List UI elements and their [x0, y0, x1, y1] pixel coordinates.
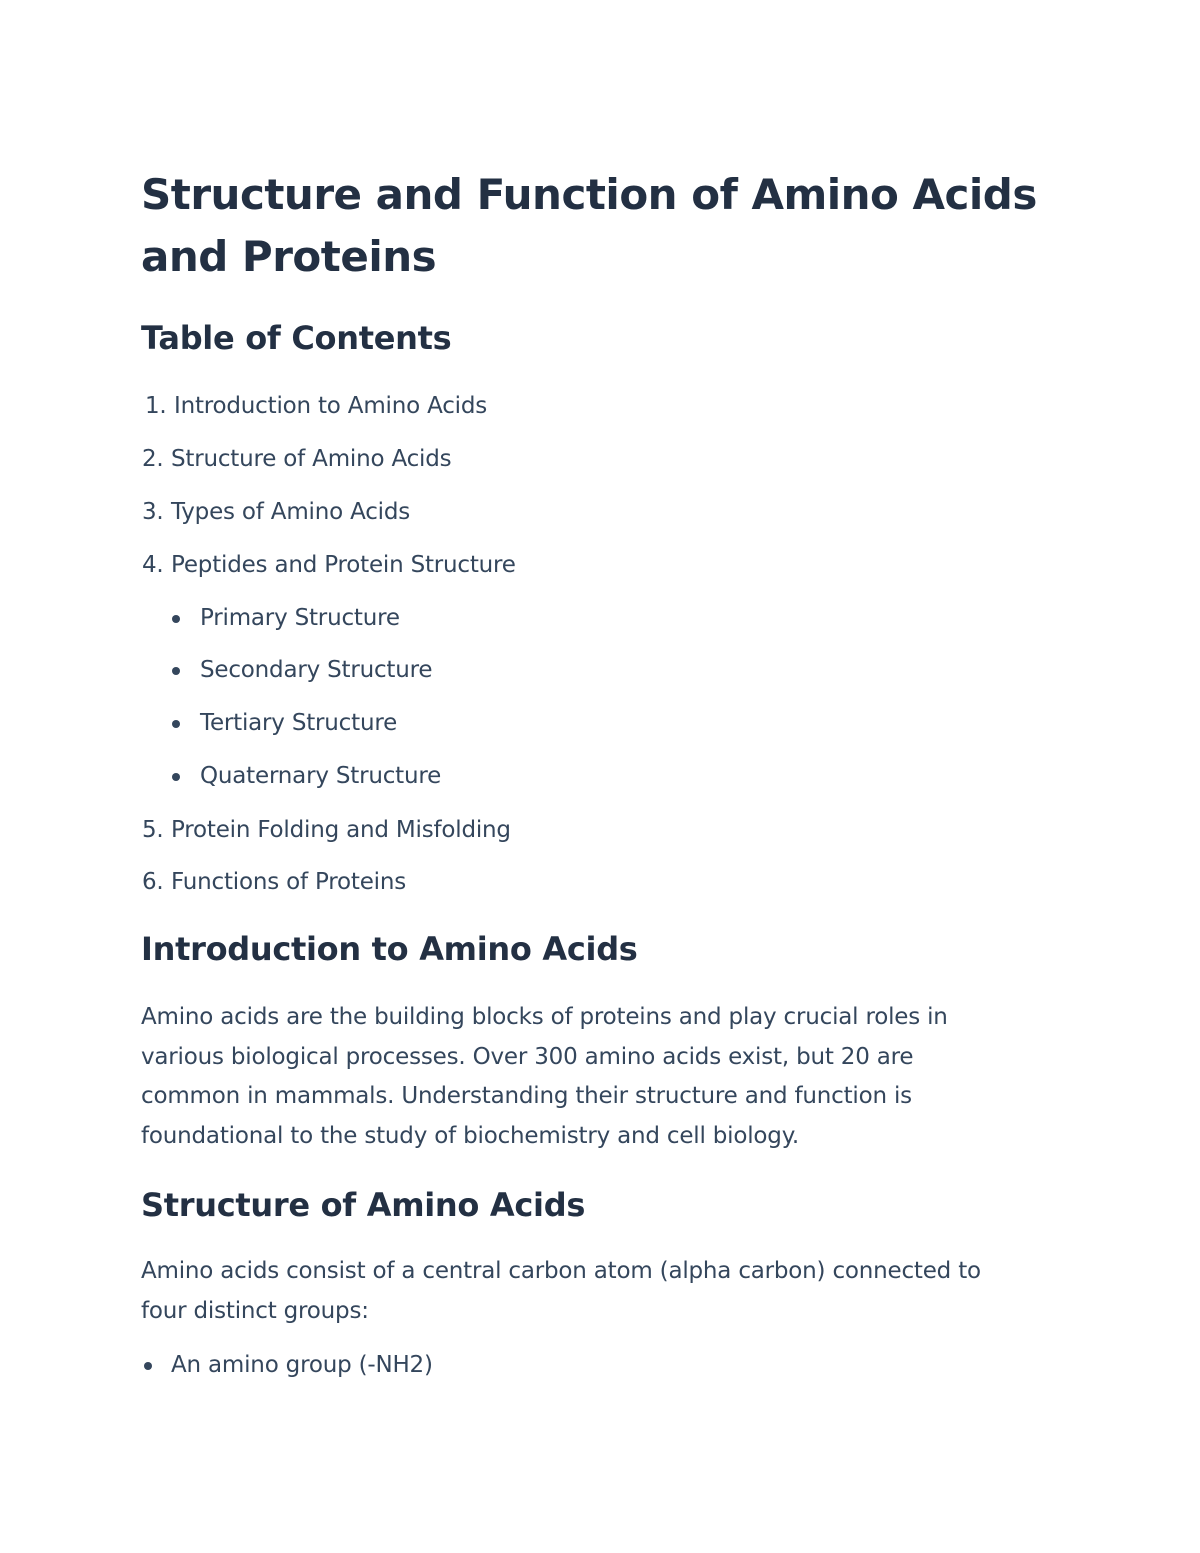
- toc-item-label: Structure of Amino Acids: [171, 446, 452, 472]
- toc-subitem-secondary[interactable]: Secondary Structure: [200, 657, 433, 683]
- toc-item-functions[interactable]: [142, 867, 406, 897]
- paragraph-line: common in mammals. Understanding their structure and function is: [141, 1083, 912, 1109]
- document-title-line-2: and Proteins: [141, 232, 437, 281]
- bullet-icon: [172, 667, 180, 675]
- toc-item-label: Peptides and Protein Structure: [171, 552, 516, 578]
- bullet-icon: [172, 720, 180, 728]
- toc-item-label: Types of Amino Acids: [171, 499, 411, 525]
- bullet-icon: [172, 773, 180, 781]
- paragraph-line: Amino acids are the building blocks of proteins and play crucial roles in: [141, 1004, 948, 1030]
- toc-item-number: 1.: [145, 393, 167, 419]
- paragraph-line: four distinct groups:: [141, 1297, 369, 1324]
- toc-item-number: 5.: [142, 817, 164, 843]
- section-heading-introduction: Introduction to Amino Acids: [141, 930, 638, 968]
- toc-subitem-quaternary[interactable]: Quaternary Structure: [200, 763, 442, 789]
- structure-bullet-amino-group: An amino group (-NH2): [171, 1352, 433, 1378]
- bullet-icon: [144, 1362, 152, 1370]
- toc-item-number: 6.: [142, 869, 164, 895]
- toc-item-folding[interactable]: [142, 815, 511, 845]
- toc-item-label: Functions of Proteins: [171, 869, 407, 895]
- bullet-icon: [172, 615, 180, 623]
- document-title-line-1: Structure and Function of Amino Acids: [141, 170, 1037, 219]
- toc-item-introduction[interactable]: [145, 391, 487, 421]
- toc-item-number: 4.: [142, 552, 164, 578]
- toc-item-types[interactable]: [142, 497, 410, 527]
- toc-item-peptides[interactable]: [142, 550, 516, 580]
- toc-item-number: 2.: [142, 446, 164, 472]
- section-heading-structure: Structure of Amino Acids: [141, 1186, 586, 1224]
- paragraph-line: various biological processes. Over 300 amino acids exist, but 20 are: [141, 1043, 914, 1070]
- intro-paragraph: [141, 998, 1071, 1156]
- toc-item-label: Introduction to Amino Acids: [174, 393, 488, 419]
- toc-heading: Table of Contents: [141, 319, 452, 357]
- paragraph-line: foundational to the study of biochemistry and cell biology.: [141, 1122, 799, 1149]
- toc-subitem-primary[interactable]: Primary Structure: [200, 605, 400, 631]
- toc-item-structure[interactable]: [142, 444, 451, 474]
- toc-subitem-tertiary[interactable]: Tertiary Structure: [200, 710, 398, 736]
- structure-paragraph: [141, 1252, 1071, 1331]
- paragraph-line: Amino acids consist of a central carbon atom (alpha carbon) connected to: [141, 1258, 981, 1284]
- toc-item-label: Protein Folding and Misfolding: [171, 817, 511, 843]
- toc-item-number: 3.: [142, 499, 164, 525]
